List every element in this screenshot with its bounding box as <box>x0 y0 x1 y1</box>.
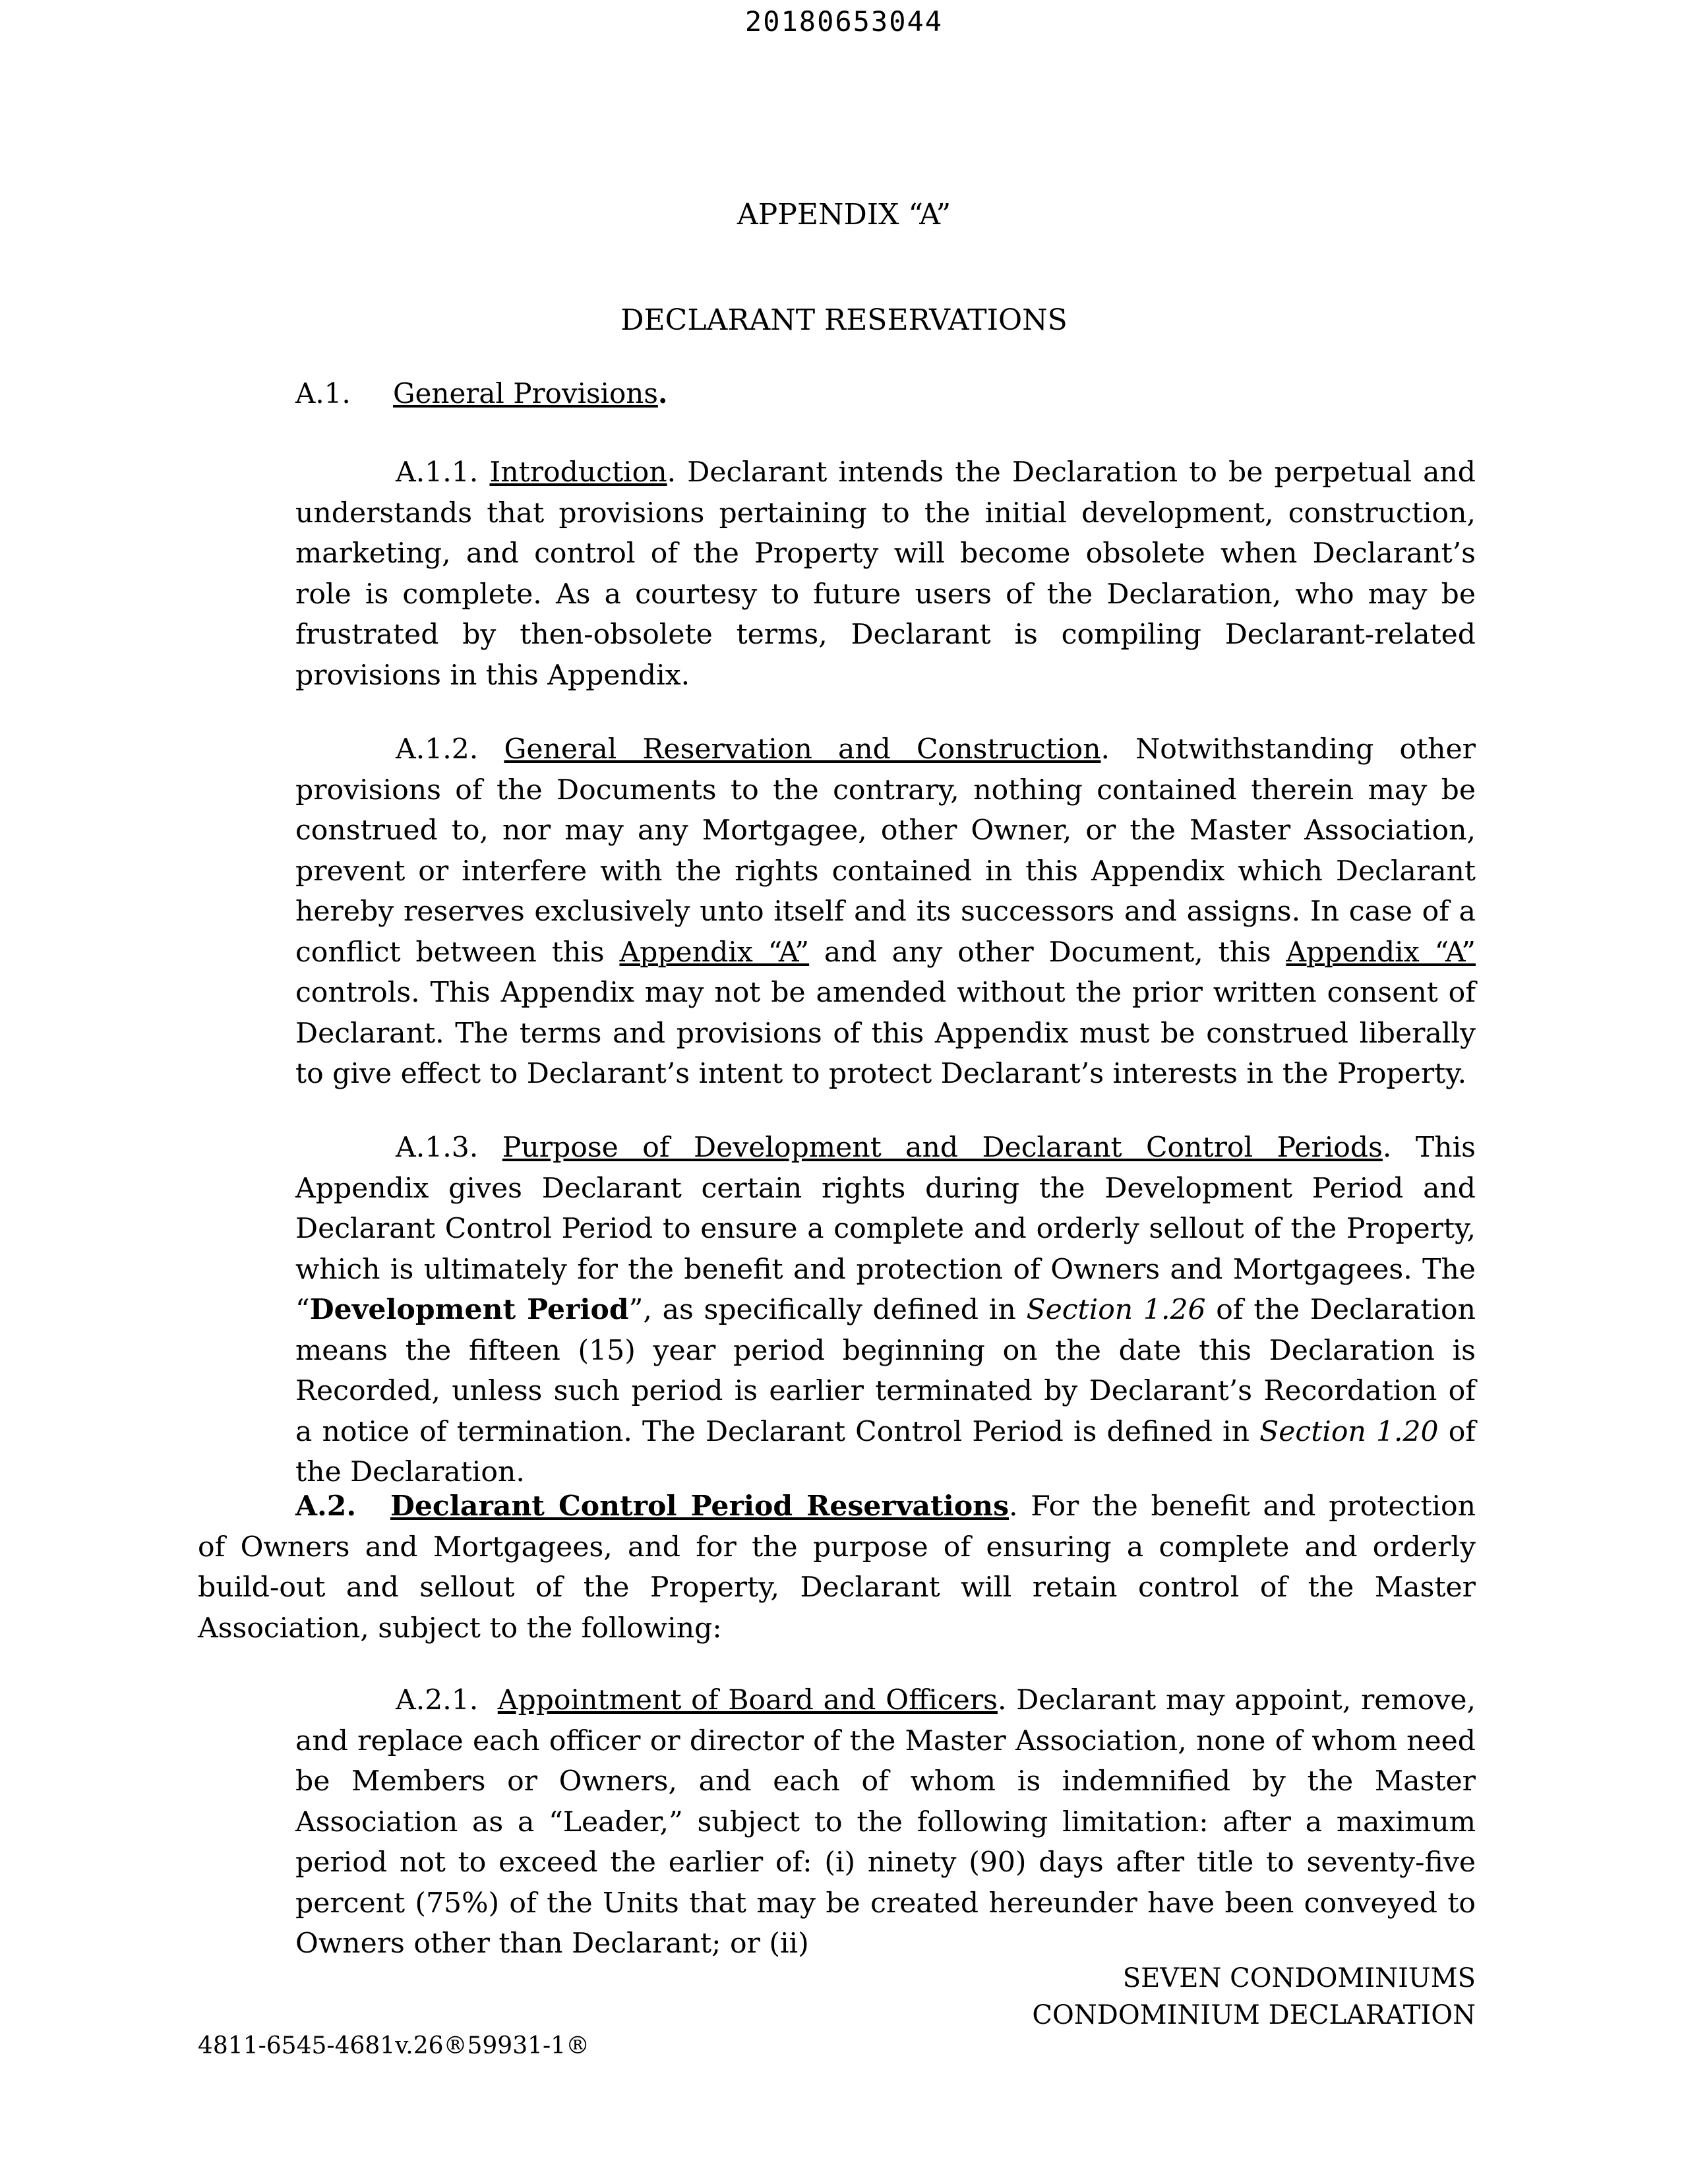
section-title: General Provisions <box>393 377 658 410</box>
appendix-title: APPENDIX “A” <box>737 198 951 231</box>
paragraph-text: . Declarant intends the Declaration to be perpetual and understands that provisions pertaining to the initial development, construction, marketing, and control of the Property will become obsolete when Declarant’s role is complete. As a courtesy to future users of the Declaration, who may be frustrated by then-obsolete terms, Declarant is compiling Declarant-related provisions in this Appendix. <box>295 456 1476 692</box>
appendix-reference: Appendix “A” <box>1286 936 1476 969</box>
paragraph-number: A.1.1. <box>396 456 479 489</box>
paragraph-number: A.2.1. <box>396 1684 479 1716</box>
paragraph-a11 <box>295 452 1476 696</box>
paragraph-a21 <box>295 1680 1476 1964</box>
paragraph-a13: A.1.3. Purpose of Development and Declarant Control Periods. This Appendix gives Declarant certain rights during the Development Period and Declarant Control Period to ensure a complete and orderly sellout of the Property, which is ultimately for the benefit and protection of Owners and Mortgagees. The “Development Period”, as specifically defined in Section 1.26 of the Declaration means the fifteen (15) year period beginning on the date this Declaration is Recorded, unless such period is earlier terminated by Declarant’s Recordation of a notice of termination. The Declarant Control Period is defined in Section 1.20 of the Declaration. <box>295 1132 1476 1488</box>
document-number: 20180653044 <box>744 5 944 38</box>
paragraph-number: A.1.3. <box>396 1132 479 1164</box>
paragraph-text: . Declarant may appoint, remove, and replace each officer or director of the Master Association, none of whom need be Members or Owners, and each of whom is indemnified by the Master Association as a “Leader,” subject to the following limitation: after a maximum period not to exceed the earlier of: (i) ninety (90) days after title to seventy-five percent (75%) of the Units that may be created hereunder have been conveyed to Owners other than Declarant; or (ii) <box>295 1684 1476 1960</box>
section-a1-heading: A.1. General Provisions. <box>295 377 668 410</box>
footer-document-id: 4811-6545-4681v.26®59931-1® <box>198 2032 590 2059</box>
section-number: A.2. <box>295 1490 357 1523</box>
paragraph-a12: A.1.2. General Reservation and Construction. Notwithstanding other provisions of the Documents to the contrary, nothing contained therein may be construed to, nor may any Mortgagee, other Owner, or the Master Association, prevent or interfere with the rights contained in this Appendix which Declarant hereby reserves exclusively unto itself and its successors and assigns. In case of a conflict between this Appendix “A” and any other Document, this Appendix “A” controls. This Appendix may not be amended without the prior written consent of Declarant. The terms and provisions of this Appendix must be construed liberally to give effect to Declarant’s intent to protect Declarant’s interests in the Property. <box>295 733 1476 1090</box>
appendix-reference: Appendix “A” <box>619 936 810 969</box>
section-number: A.1. <box>295 377 351 410</box>
paragraph-heading: Purpose of Development and Declarant Control Periods <box>502 1132 1383 1164</box>
paragraph-heading: Introduction <box>489 456 667 489</box>
paragraph-text: . Notwithstanding other provisions of the Documents to the contrary, nothing contained therein may be construed to, nor may any Mortgagee, other Owner, or the Master Association, prevent or interfere with the rights contained in this Appendix which Declarant hereby reserves exclusively unto itself and its successors and assigns. In case of a conflict between this <box>295 733 1476 969</box>
paragraph-a2 <box>198 1486 1476 1649</box>
section-reference: Section 1.20 <box>1259 1415 1439 1448</box>
paragraph-text: . For the benefit and protection of Owners and Mortgagees, and for the purpose of ensuring a complete and orderly build-out and sellout of the Property, Declarant will retain control of the Master Association, subject to the following: <box>198 1490 1476 1645</box>
footer-line-1: SEVEN CONDOMINIUMS <box>1122 1963 1476 1993</box>
defined-term: Development Period <box>309 1293 629 1326</box>
paragraph-number: A.1.2. <box>396 733 479 766</box>
footer-document-title <box>1032 1960 1476 2034</box>
reservations-title: DECLARANT RESERVATIONS <box>620 303 1068 337</box>
section-reference: Section 1.26 <box>1026 1294 1206 1326</box>
footer-line-2: CONDOMINIUM DECLARATION <box>1032 2000 1476 2030</box>
paragraph-heading: Appointment of Board and Officers <box>497 1684 998 1716</box>
section-title: Declarant Control Period Reservations <box>390 1490 1010 1523</box>
paragraph-heading: General Reservation and Construction <box>504 733 1101 766</box>
paragraph-text: . This Appendix gives Declarant certain rights during the Development Period and Declarant Control Period to ensure a complete and orderly sellout of the Property, which is ultimately for the benefit and protection of Owners and Mortgagees. The “ <box>295 1132 1476 1326</box>
